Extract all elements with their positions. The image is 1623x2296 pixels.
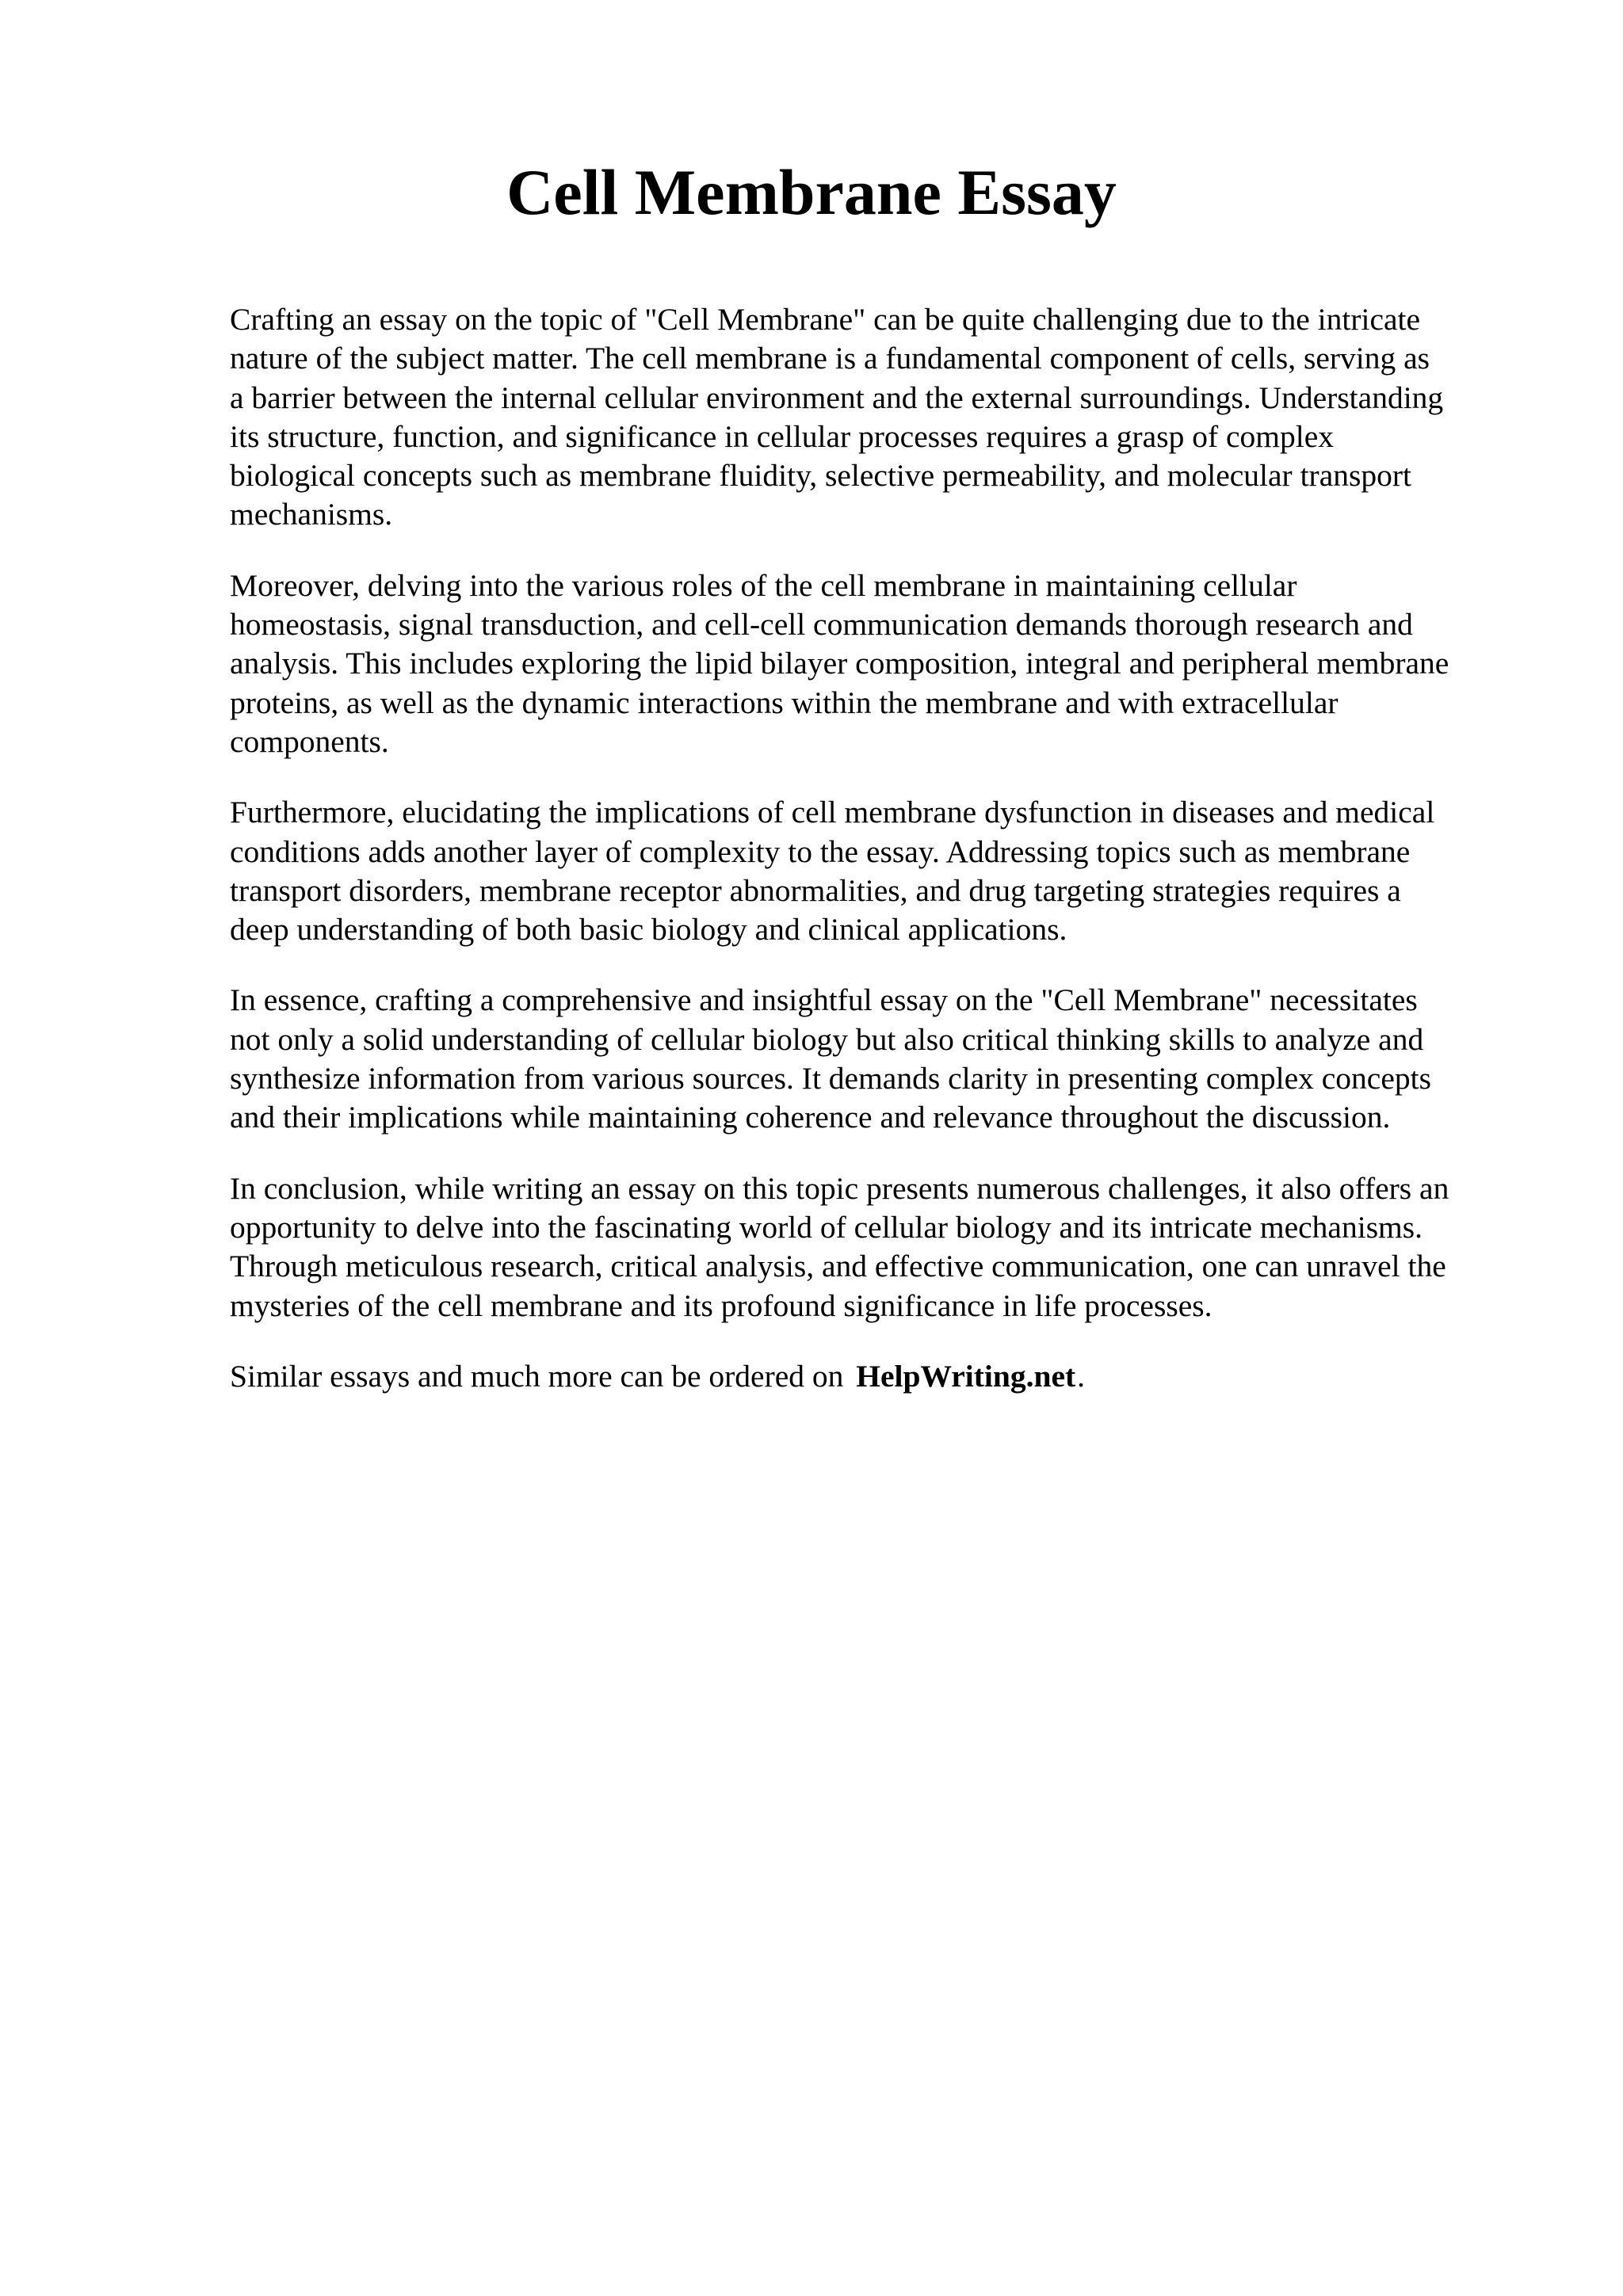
text-line: homeostasis, signal transduction, and cell-cell communication demands thorough research and [230,607,1413,643]
paragraph-5 [230,1169,1514,1325]
paragraph-4 [230,981,1514,1137]
text-line: mechanisms. [230,497,393,532]
essay-body [230,300,1514,1396]
text-line: proteins, as well as the dynamic interactions within the membrane and with extracellular [230,685,1338,720]
text-line: Furthermore, elucidating the implications of cell membrane dysfunction in diseases and medical [230,795,1435,830]
text-line: deep understanding of both basic biology and clinical applications. [230,912,1067,948]
order-note-period: . [1077,1358,1086,1394]
text-line: its structure, function, and significance in cellular processes requires a grasp of complex [230,418,1334,454]
text-line: Crafting an essay on the topic of "Cell Membrane" can be quite challenging due to the intricate [230,302,1421,337]
paragraph-2 [230,566,1514,761]
text-line: biological concepts such as membrane fluidity, selective permeability, and molecular transport [230,458,1411,494]
text-line: a barrier between the internal cellular environment and the external surroundings. Understanding [230,379,1444,415]
text-line: nature of the subject matter. The cell membrane is a fundamental component of cells, serving as [230,341,1430,376]
text-line: mysteries of the cell membrane and its profound significance in life processes. [230,1287,1212,1323]
text-line: synthesize information from various sources. It demands clarity in presenting complex concepts [230,1061,1431,1097]
text-line: In conclusion, while writing an essay on this topic presents numerous challenges, it also offers an [230,1170,1449,1206]
text-line: components. [230,723,389,759]
order-note [230,1357,1514,1396]
text-line: Moreover, delving into the various roles of the cell membrane in maintaining cellular [230,567,1297,603]
text-line: and their implications while maintaining coherence and relevance throughout the discussion. [230,1100,1391,1135]
text-line: conditions adds another layer of complexity to the essay. Addressing topics such as membrane [230,833,1411,869]
text-line: Through meticulous research, critical analysis, and effective communication, one can unravel the [230,1249,1446,1284]
order-note-text: Similar essays and much more can be ordered on [230,1358,844,1394]
text-line: not only a solid understanding of cellular biology but also critical thinking skills to analyze and [230,1021,1424,1057]
text-line: analysis. This includes exploring the lipid bilayer composition, integral and peripheral membrane [230,646,1449,681]
paragraph-1 [230,300,1514,535]
text-line: In essence, crafting a comprehensive and insightful essay on the "Cell Membrane" necessitates [230,982,1418,1018]
page-title: Cell Membrane Essay [506,156,1117,228]
paragraph-3 [230,793,1514,949]
helpwriting-link[interactable]: HelpWriting.net [856,1358,1076,1394]
text-line: transport disorders, membrane receptor abnormalities, and drug targeting strategies requires a [230,872,1401,908]
text-line: opportunity to delve into the fascinating world of cellular biology and its intricate mechanisms. [230,1209,1423,1245]
